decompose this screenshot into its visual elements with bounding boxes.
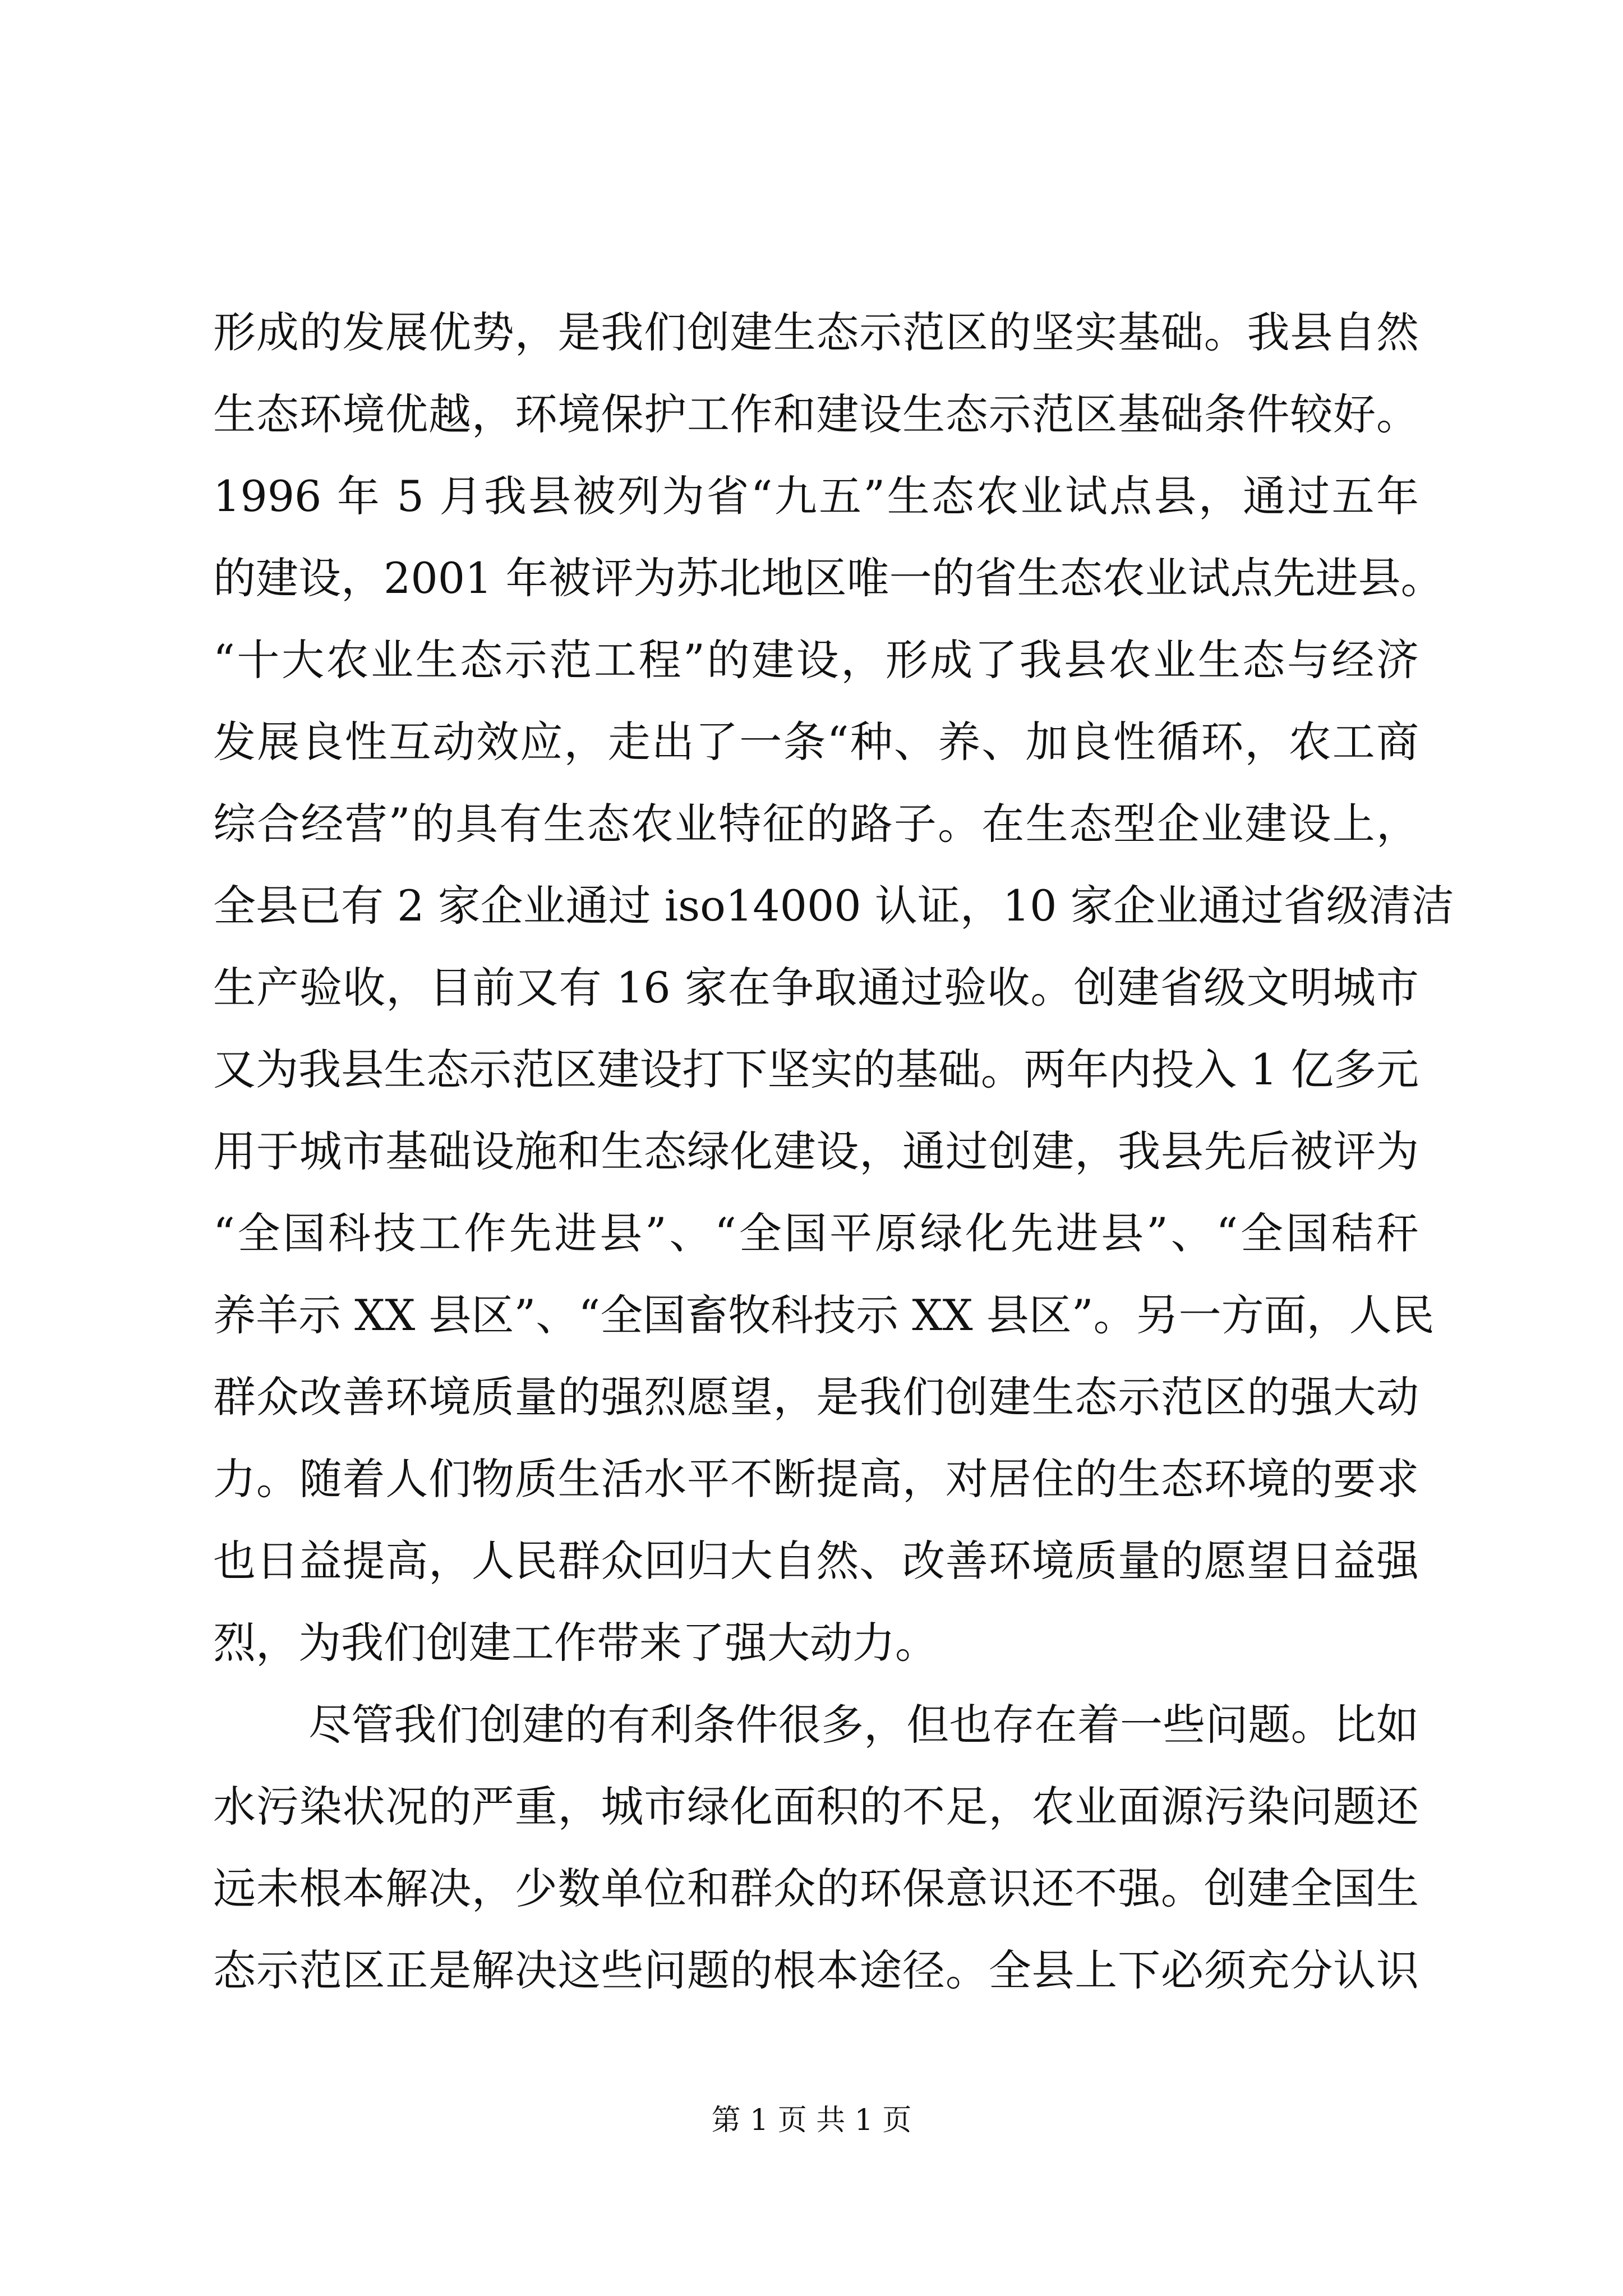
text-line: 态示范区正是解决这些问题的根本途径。全县上下必须充分认识 [213,1945,1419,1995]
text-line: “全国科技工作先进县”、“全国平原绿化先进县”、“全国秸秆 [213,1208,1419,1258]
page-number: 第 1 页 共 1 页 [711,2104,912,2137]
page-footer [0,2101,1623,2140]
text-line: 力。随着人们物质生活水平不断提高，对居住的生态环境的要求 [213,1454,1419,1504]
text-line: 全县已有 2 家企业通过 iso14000 认证，10 家企业通过省级清洁 [213,881,1454,931]
text-line: 也日益提高，人民群众回归大自然、改善环境质量的愿望日益强 [213,1536,1419,1586]
body-text [213,292,1454,2012]
text-line: 综合经营”的具有生态农业特征的路子。在生态型企业建设上， [213,799,1419,849]
text-line: 生态环境优越，环境保护工作和建设生态示范区基础条件较好。 [213,389,1419,439]
text-line: 群众改善环境质量的强烈愿望，是我们创建生态示范区的强大动 [213,1372,1419,1422]
text-line: 远未根本解决，少数单位和群众的环保意识还不强。创建全国生 [213,1864,1419,1913]
text-line: “十大农业生态示范工程”的建设，形成了我县农业生态与经济 [213,635,1419,685]
text-line: 生产验收，目前又有 16 家在争取通过验收。创建省级文明城市 [213,963,1419,1013]
text-line: 形成的发展优势，是我们创建生态示范区的坚实基础。我县自然 [213,307,1419,357]
text-line: 的建设，2001 年被评为苏北地区唯一的省生态农业试点先进县。 [213,553,1444,603]
text-line: 发展良性互动效应，走出了一条“种、养、加良性循环，农工商 [213,717,1419,767]
text-line: 烈，为我们创建工作带来了强大动力。 [213,1618,938,1668]
text-line: 养羊示 XX 县区”、“全国畜牧科技示 XX 县区”。另一方面，人民 [213,1290,1435,1340]
text-line: 水污染状况的严重，城市绿化面积的不足，农业面源污染问题还 [213,1782,1419,1832]
text-line: 又为我县生态示范区建设打下坚实的基础。两年内投入 1 亿多元 [213,1045,1419,1094]
paragraph-first-line: 尽管我们创建的有利条件很多，但也存在着一些问题。比如 [308,1700,1419,1750]
text-line: 1996 年 5 月我县被列为省“九五”生态农业试点县，通过五年 [213,471,1419,521]
text-line: 用于城市基础设施和生态绿化建设，通过创建，我县先后被评为 [213,1126,1419,1176]
